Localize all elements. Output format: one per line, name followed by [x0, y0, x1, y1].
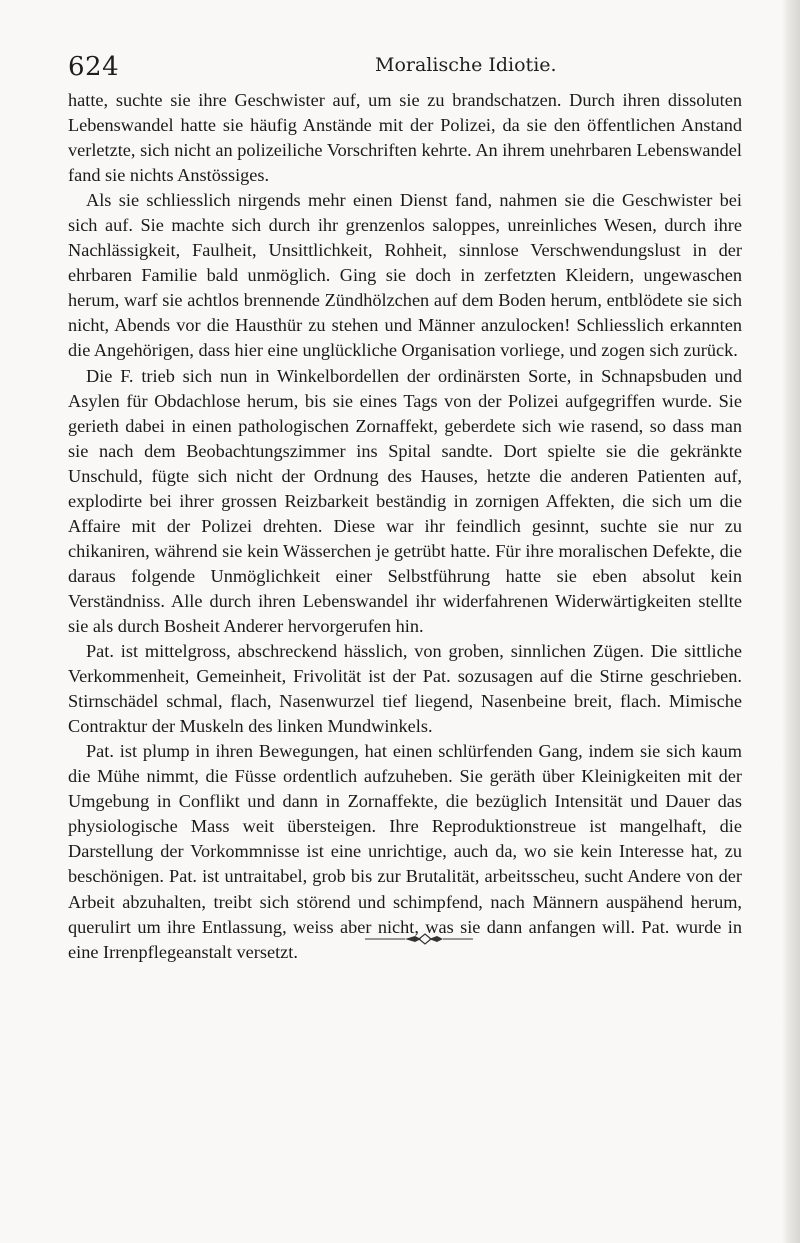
- page-number: 624: [68, 52, 120, 82]
- end-ornament-icon: [365, 932, 473, 946]
- running-title: Moralische Idiotie.: [375, 54, 557, 76]
- paragraph-3: Die F. trieb sich nun in Winkelbordellen der ordinärsten Sorte, in Schnapsbuden und Asylen für Obdachlose herum, bis sie eines Tags von der Polizei aufgegriffen wurde. Sie gerieth dabei in einen pathologischen Zornaffekt, geberdete sich wie rasend, so dass man sie nach dem Beobachtungszimmer ins Spital sandte. Dort spielte sie die gekränkte Unschuld, fügte sich nicht der Ordnung des Hauses, hetzte die anderen Patienten auf, explodirte bei ihrer grossen Reizbarkeit beständig in zornigen Affekten, die sich um die Affaire mit der Polizei drehten. Diese war ihr feindlich gesinnt, suchte sie nur zu chikaniren, während sie kein Wässerchen je getrübt hatte. Für ihre moralischen Defekte, die daraus folgende Unmöglichkeit einer Selbstführung hatte sie eben absolut kein Verständniss. Alle durch ihren Lebenswandel ihr widerfahrenen Widerwärtigkeiten stellte sie als durch Bosheit Anderer hervorgerufen hin.: [68, 365, 742, 636]
- page-header: [68, 48, 728, 88]
- page-edge-shadow: [782, 0, 800, 1243]
- paragraph-5: Pat. ist plump in ihren Bewegungen, hat einen schlürfenden Gang, indem sie sich kaum die Mühe nimmt, die Füsse ordentlich aufzuheben. Sie geräth über Kleinigkeiten mit der Umgebung in Conflikt und dann in Zornaffekte, die bezüglich Intensität und Dauer das physiologische Mass weit übersteigen. Ihre Reproduktionstreue ist mangelhaft, die Darstellung der Vorkommnisse ist eine unrichtige, auch da, wo sie kein Interesse hat, zu beschönigen. Pat. ist untraitabel, grob bis zur Brutalität, arbeitsscheu, sucht Andere von der Arbeit abzuhalten, treibt sich störend und schimpfend, nach Männern auspähend herum, querulirt um ihre Entlassung, weiss aber nicht, was sie dann anfangen will. Pat. wurde in eine Irrenpflegeanstalt versetzt.: [68, 741, 742, 962]
- body-text: [68, 88, 742, 965]
- paragraph-4: Pat. ist mittelgross, abschreckend hässlich, von groben, sinnlichen Zügen. Die sittliche Verkommenheit, Gemeinheit, Frivolität ist der Pat. sozusagen auf die Stirne geschrieben. Stirnschädel schmal, flach, Nasenwurzel tief liegend, Nasenbeine breit, flach. Mimische Contraktur der Muskeln des linken Mundwinkels.: [68, 641, 742, 737]
- paragraph-2: Als sie schliesslich nirgends mehr einen Dienst fand, nahmen sie die Geschwister bei sich auf. Sie machte sich durch ihr grenzenlos saloppes, unreinliches Wesen, durch ihre Nachlässigkeit, Faulheit, Unsittlichkeit, Rohheit, sinnlose Verschwendungslust in der ehrbaren Familie bald unmöglich. Ging sie doch in zerfetzten Kleidern, ungewaschen herum, warf sie achtlos brennende Zündhölzchen auf dem Boden herum, entblödete sie sich nicht, Abends vor die Hausthür zu stehen und Männer anzulocken! Schliesslich erkannten die Angehörigen, dass hier eine unglückliche Organisation vorliege, und zogen sich zurück.: [68, 190, 742, 361]
- paragraph-1: hatte, suchte sie ihre Geschwister auf, um sie zu brandschatzen. Durch ihren dissoluten Lebenswandel hatte sie häufig Anstände mit der Polizei, da sie den öffentlichen Anstand verletzte, sich nicht an polizeiliche Vorschriften kehrte. An ihrem unehrbaren Lebenswandel fand sie nichts Anstössiges.: [68, 90, 742, 186]
